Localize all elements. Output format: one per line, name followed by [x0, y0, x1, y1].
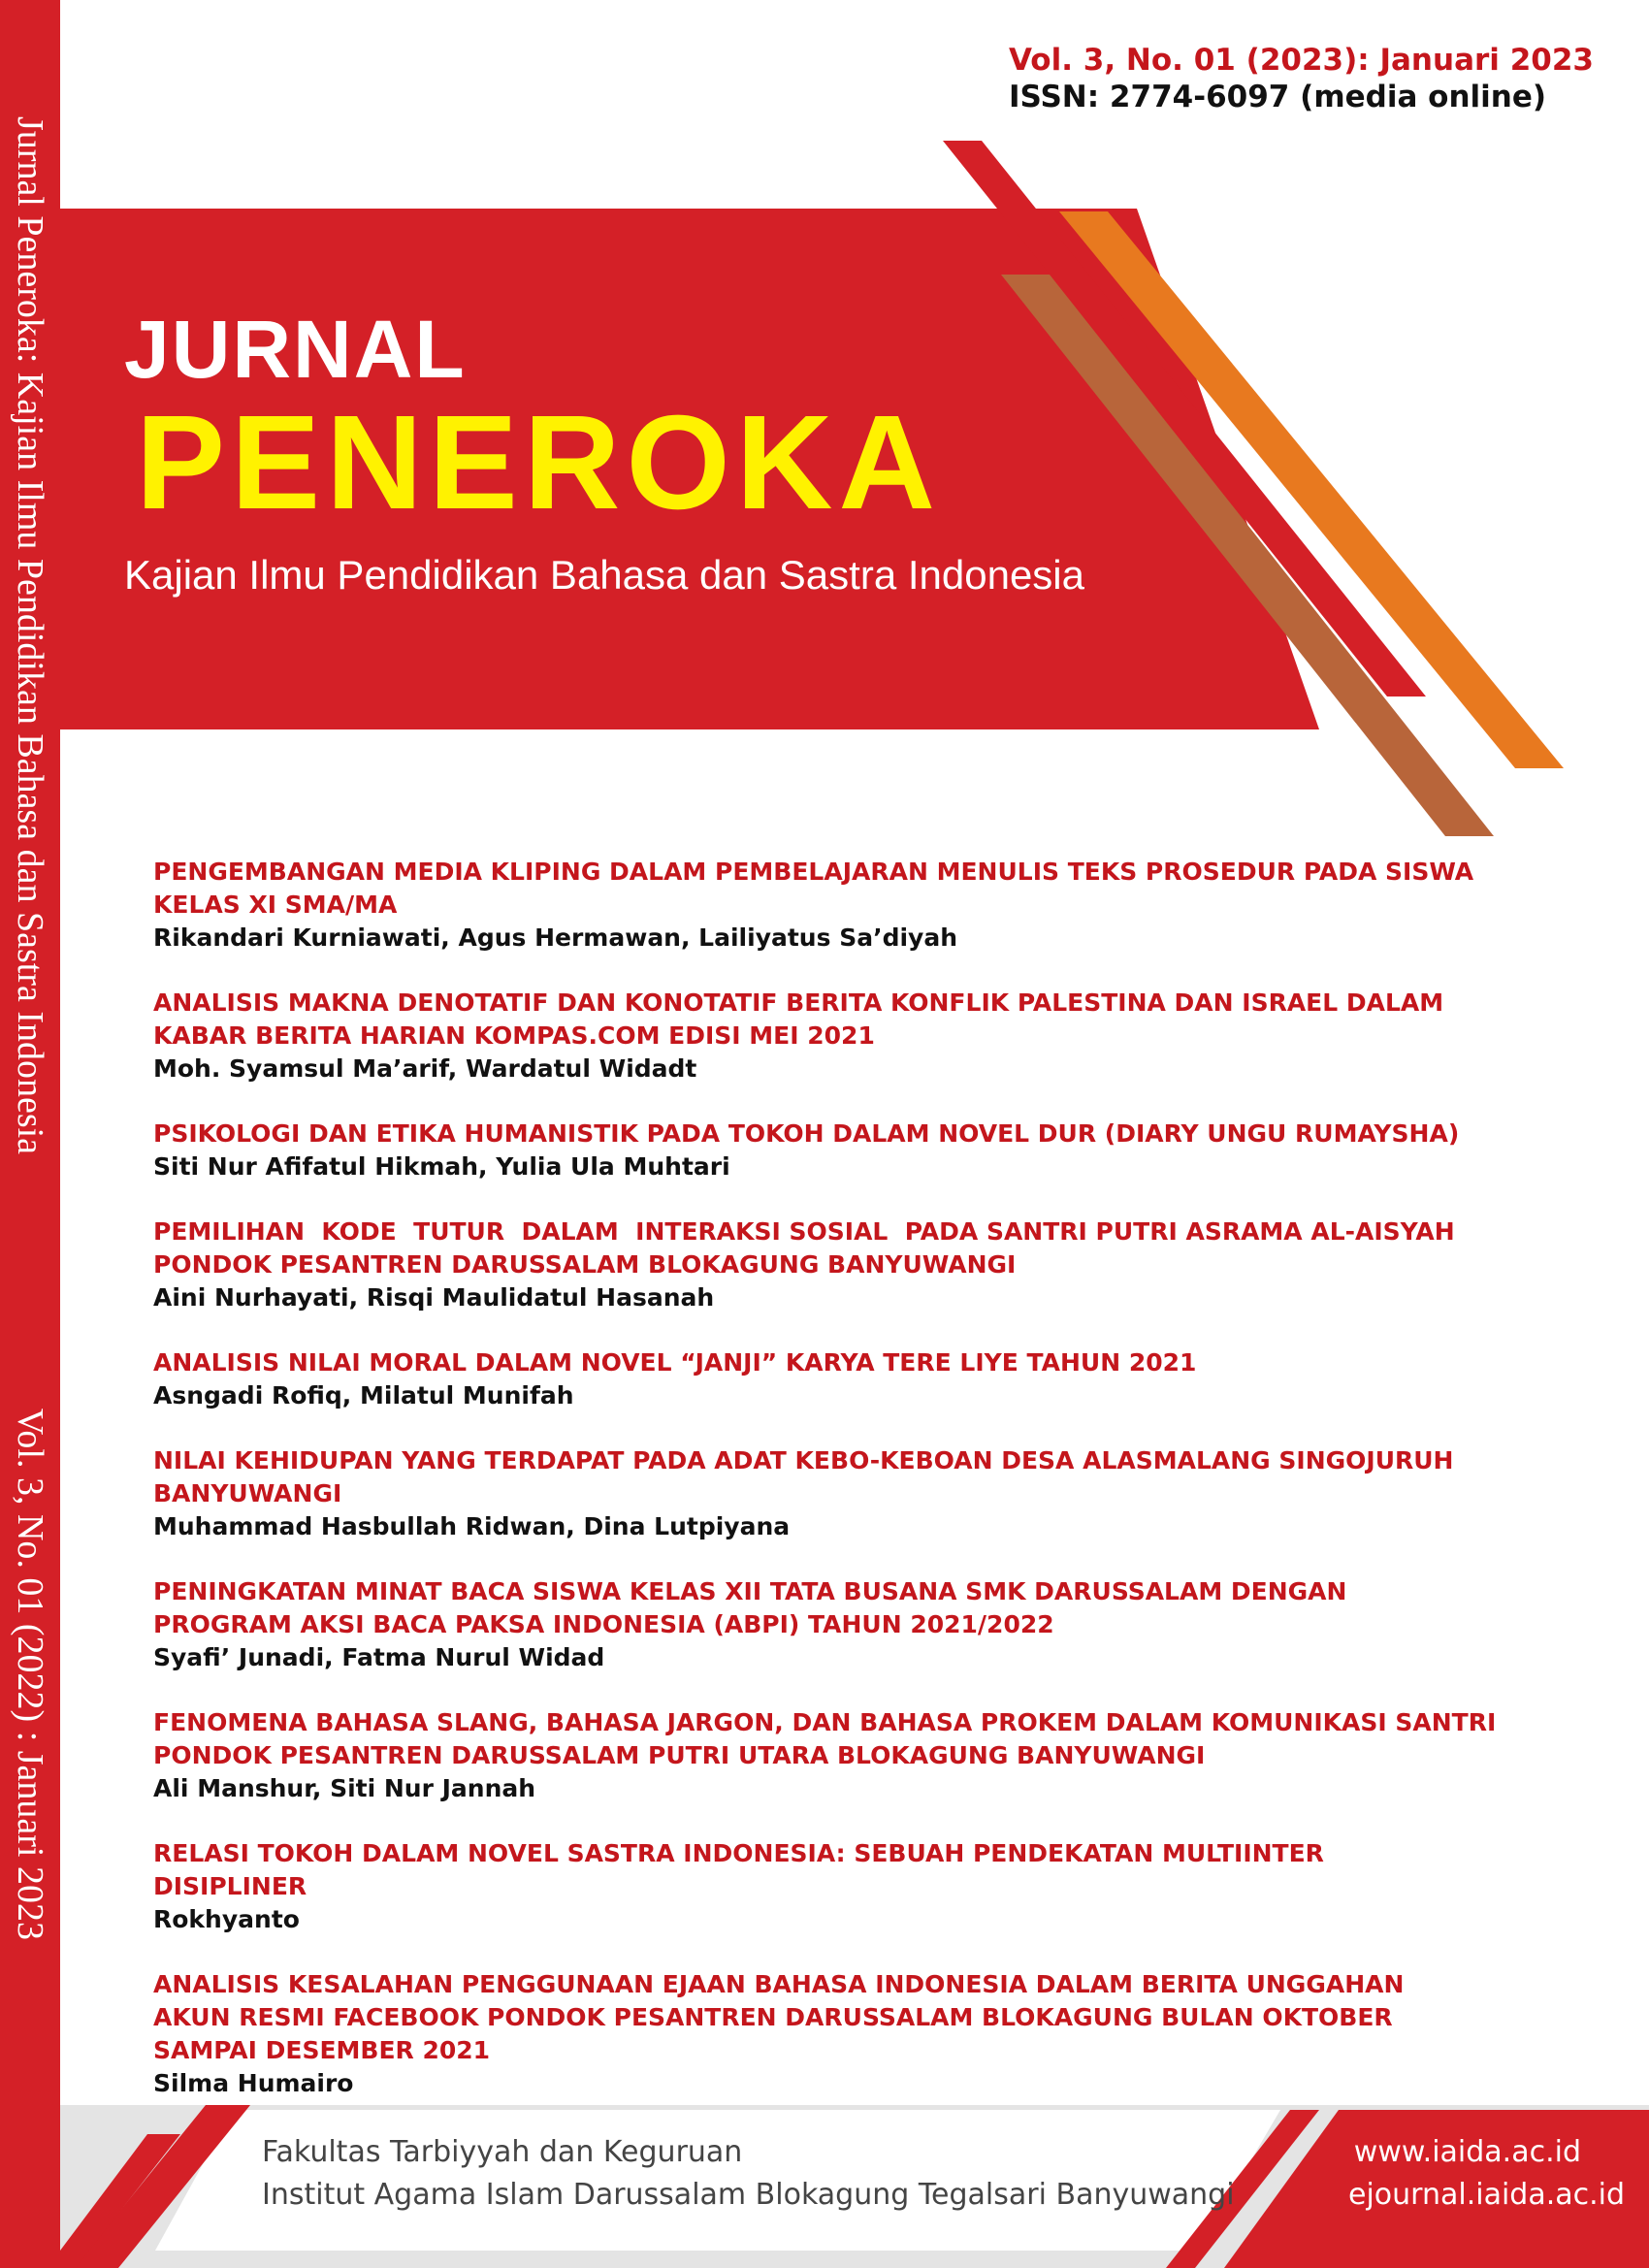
spine-issue: Vol. 3, No. 01 (2022) : Januari 2023	[10, 1408, 50, 1940]
article-title: ANALISIS NILAI MORAL DALAM NOVEL “JANJI” KARYA TERE LIYE TAHUN 2021	[153, 1348, 1197, 1377]
faculty-name: Fakultas Tarbiyyah dan Keguruan	[262, 2135, 743, 2169]
article-title: NILAI KEHIDUPAN YANG TERDAPAT PADA ADAT KEBO-KEBOAN DESA ALASMALANG SINGOJURUH BANYUWANGI	[153, 1446, 1454, 1507]
article-authors: Syafi’ Junadi, Fatma Nurul Widad	[153, 1643, 605, 1671]
journal-subtitle: Kajian Ilmu Pendidikan Bahasa dan Sastra Indonesia	[124, 552, 1084, 598]
spine-title: Jurnal Peneroka: Kajian Ilmu Pendidikan Bahasa dan Sastra Indonesia	[10, 116, 50, 1155]
article-item	[153, 856, 1531, 955]
article-authors: Asngadi Rofiq, Milatul Munifah	[153, 1381, 574, 1409]
article-item	[153, 1837, 1531, 1936]
article-title: PEMILIHAN KODE TUTUR DALAM INTERAKSI SOSIAL PADA SANTRI PUTRI ASRAMA AL-AISYAH PONDOK PESANTREN DARUSSALAM BLOKAGUNG BANYUWANGI	[153, 1217, 1455, 1279]
issn: ISSN: 2774-6097 (media online)	[1009, 80, 1547, 114]
issue-volume: Vol. 3, No. 01 (2023): Januari 2023	[1009, 43, 1594, 78]
article-authors: Rokhyanto	[153, 1905, 300, 1933]
article-title: RELASI TOKOH DALAM NOVEL SASTRA INDONESIA: SEBUAH PENDEKATAN MULTIINTER DISIPLINER	[153, 1839, 1324, 1900]
article-item	[153, 1346, 1531, 1412]
article-title: PSIKOLOGI DAN ETIKA HUMANISTIK PADA TOKOH DALAM NOVEL DUR (DIARY UNGU RUMAYSHA)	[153, 1119, 1460, 1148]
article-authors: Ali Manshur, Siti Nur Jannah	[153, 1774, 536, 1802]
article-authors: Silma Humairo	[153, 2069, 354, 2097]
article-authors: Rikandari Kurniawati, Agus Hermawan, Lailiyatus Sa’diyah	[153, 923, 957, 952]
article-title: PENINGKATAN MINAT BACA SISWA KELAS XII TATA BUSANA SMK DARUSSALAM DENGAN PROGRAM AKSI BACA PAKSA INDONESIA (ABPI) TAHUN 2021/2022	[153, 1577, 1347, 1638]
article-authors: Muhammad Hasbullah Ridwan, Dina Lutpiyana	[153, 1512, 791, 1540]
article-title: PENGEMBANGAN MEDIA KLIPING DALAM PEMBELAJARAN MENULIS TEKS PROSEDUR PADA SISWA KELAS XI SMA/MA	[153, 858, 1474, 919]
website-link-2[interactable]: ejournal.iaida.ac.id	[1348, 2178, 1626, 2212]
journal-name: PENEROKA	[136, 388, 942, 537]
website-link-1[interactable]: www.iaida.ac.id	[1353, 2135, 1581, 2169]
article-item	[153, 1968, 1531, 2100]
article-item	[153, 1575, 1531, 1674]
article-title: ANALISIS MAKNA DENOTATIF DAN KONOTATIF BERITA KONFLIK PALESTINA DAN ISRAEL DALAM KABAR BERITA HARIAN KOMPAS.COM EDISI MEI 2021	[153, 988, 1444, 1050]
article-item	[153, 1706, 1531, 1805]
spine-text	[12, 116, 48, 1940]
article-title: FENOMENA BAHASA SLANG, BAHASA JARGON, DAN BAHASA PROKEM DALAM KOMUNIKASI SANTRI PONDOK PESANTREN DARUSSALAM PUTRI UTARA BLOKAGUNG BANYUWANGI	[153, 1708, 1497, 1769]
institute-name: Institut Agama Islam Darussalam Blokagung Tegalsari Banyuwangi	[262, 2178, 1235, 2212]
article-title: ANALISIS KESALAHAN PENGGUNAAN EJAAN BAHASA INDONESIA DALAM BERITA UNGGAHAN AKUN RESMI FACEBOOK PONDOK PESANTREN DARUSSALAM BLOKAGUNG BULAN OKTOBER SAMPAI DESEMBER 2021	[153, 1970, 1405, 2064]
article-item	[153, 987, 1531, 1085]
journal-label: JURNAL	[124, 304, 467, 395]
article-authors: Moh. Syamsul Ma’arif, Wardatul Widadt	[153, 1054, 697, 1083]
table-of-contents	[153, 856, 1531, 2132]
spine	[0, 0, 60, 2268]
article-authors: Aini Nurhayati, Risqi Maulidatul Hasanah	[153, 1283, 715, 1312]
article-item	[153, 1215, 1531, 1314]
article-item	[153, 1444, 1531, 1543]
article-authors: Siti Nur Afifatul Hikmah, Yulia Ula Muhtari	[153, 1152, 730, 1181]
publisher-info	[262, 2131, 1235, 2217]
websites	[1348, 2131, 1626, 2217]
article-item	[153, 1118, 1531, 1183]
